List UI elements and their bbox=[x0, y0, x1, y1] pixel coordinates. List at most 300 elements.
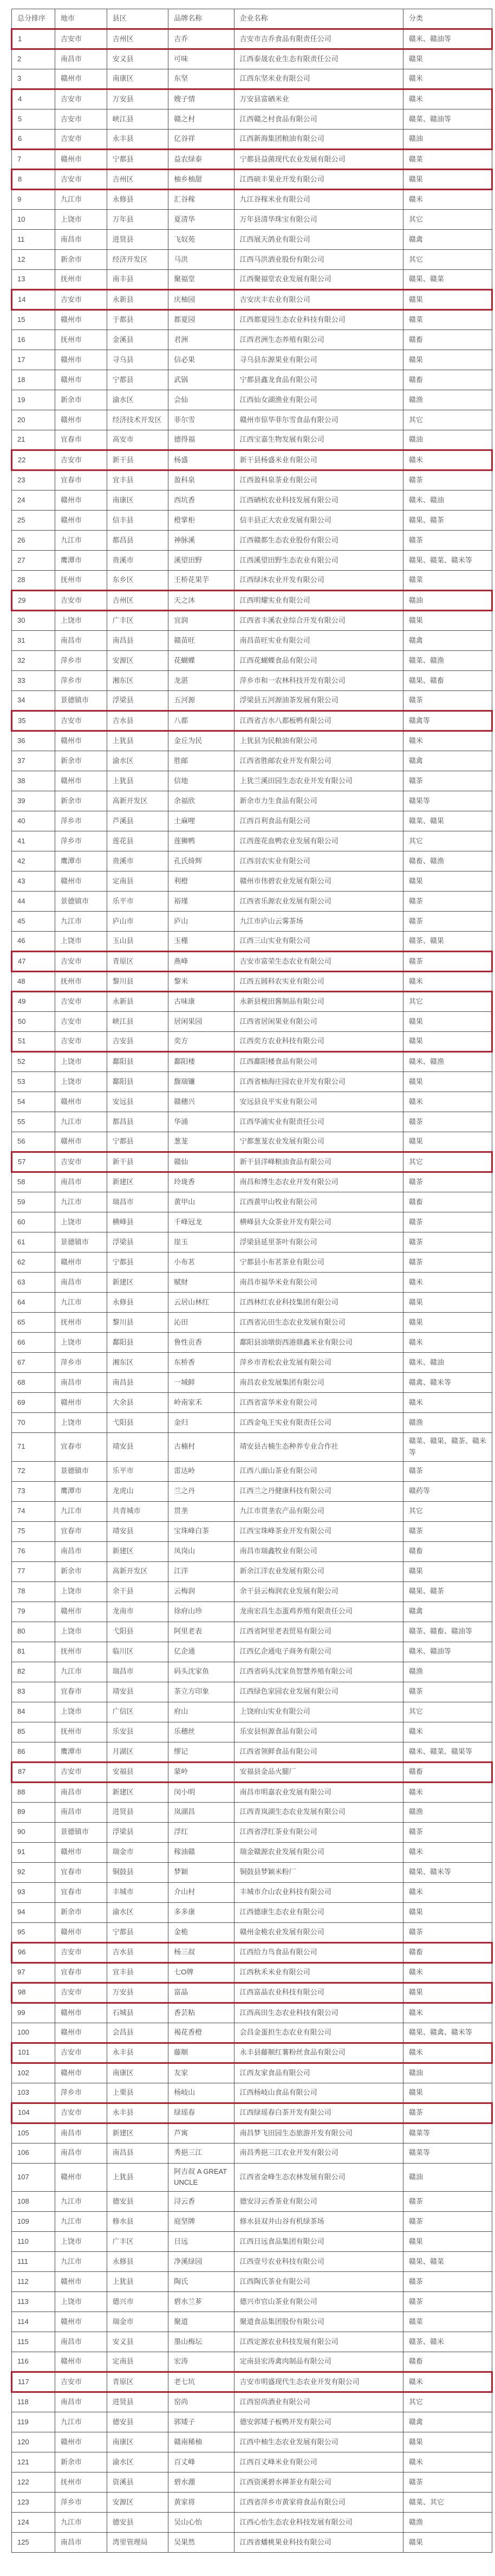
cell-district: 鄱阳县 bbox=[107, 1072, 168, 1092]
cell-district: 乐安县 bbox=[107, 1722, 168, 1742]
cell-category: 赣茶 bbox=[403, 1172, 492, 1192]
cell-category: 赣畜 bbox=[403, 330, 492, 350]
cell-city: 萍乡市 bbox=[55, 2493, 107, 2513]
cell-category: 赣茶 bbox=[403, 2292, 492, 2312]
cell-district: 鄱阳县 bbox=[107, 1052, 168, 1072]
cell-rank: 67 bbox=[12, 1353, 55, 1373]
cell-category: 赣畜 bbox=[403, 1762, 492, 1782]
table-row bbox=[12, 170, 492, 190]
table-row bbox=[12, 1722, 492, 1742]
cell-brand: 利橙 bbox=[168, 871, 235, 892]
cell-company: 江西省乐源农业发展有限公司 bbox=[234, 892, 403, 912]
cell-district: 定南县 bbox=[107, 2352, 168, 2372]
cell-company: 宁都县益菌现代农业发展有限公司 bbox=[234, 150, 403, 170]
cell-category: 赣米 bbox=[403, 1842, 492, 1862]
cell-rank: 47 bbox=[12, 952, 55, 972]
table-row bbox=[12, 230, 492, 250]
cell-company: 南昌市瑞鑫牧业有限公司 bbox=[234, 1541, 403, 1561]
table-row bbox=[12, 771, 492, 791]
table-row bbox=[12, 2352, 492, 2372]
cell-city: 萍乡市 bbox=[55, 651, 107, 671]
cell-category: 赣菜等 bbox=[403, 2123, 492, 2143]
table-row bbox=[12, 1273, 492, 1293]
cell-city: 赣州市 bbox=[55, 1842, 107, 1862]
cell-district: 弋阳县 bbox=[107, 1413, 168, 1433]
cell-brand: 裕瑾 bbox=[168, 892, 235, 912]
cell-brand: 赣仙 bbox=[168, 1152, 235, 1172]
cell-brand: 庆柚园 bbox=[168, 290, 235, 310]
table-row bbox=[12, 2412, 492, 2432]
cell-category: 赣米、赣油 bbox=[403, 490, 492, 511]
cell-category: 赣果、赣菜 bbox=[403, 2252, 492, 2272]
cell-brand: 缪记 bbox=[168, 1742, 235, 1762]
table-row bbox=[12, 2252, 492, 2272]
cell-rank: 33 bbox=[12, 671, 55, 691]
cell-brand: 王桥花果芋 bbox=[168, 571, 235, 591]
table-row bbox=[12, 310, 492, 330]
cell-brand: 碧水兰芗 bbox=[168, 2292, 235, 2312]
cell-city: 抚州市 bbox=[55, 1722, 107, 1742]
cell-city: 宜春市 bbox=[55, 430, 107, 450]
table-row bbox=[12, 210, 492, 230]
cell-brand: 东坚 bbox=[168, 69, 235, 89]
cell-city: 新余市 bbox=[55, 1902, 107, 1922]
cell-category: 赣渔 bbox=[403, 1802, 492, 1822]
cell-category: 赣果 bbox=[403, 1561, 492, 1581]
cell-district: 靖安县 bbox=[107, 1682, 168, 1702]
cell-district: 龙虎山 bbox=[107, 1481, 168, 1501]
cell-city: 吉安市 bbox=[55, 1942, 107, 1962]
table-row bbox=[12, 1882, 492, 1902]
cell-city: 赣州市 bbox=[55, 771, 107, 791]
cell-category: 赣油 bbox=[403, 130, 492, 150]
cell-brand: 奕方 bbox=[168, 1032, 235, 1052]
cell-category: 赣果等 bbox=[403, 791, 492, 811]
cell-city: 吉安市 bbox=[55, 89, 107, 109]
cell-rank: 68 bbox=[12, 1373, 55, 1393]
cell-company: 江西省富华米业有限公司 bbox=[234, 1393, 403, 1413]
cell-rank: 58 bbox=[12, 1172, 55, 1192]
cell-company: 江西省码头沈家鱼智慧养殖有限公司 bbox=[234, 1662, 403, 1682]
cell-brand: 绿瑶春 bbox=[168, 2103, 235, 2123]
cell-company: 浮梁县五河源油茶发展有限公司 bbox=[234, 691, 403, 711]
cell-city: 赣州市 bbox=[55, 69, 107, 89]
cell-company: 南昌农业发展集团有限公司 bbox=[234, 1373, 403, 1393]
cell-city: 上饶市 bbox=[55, 1581, 107, 1602]
cell-brand: 赣南稀柚 bbox=[168, 2432, 235, 2452]
header-brand: 品牌名称 bbox=[168, 9, 235, 29]
cell-brand: 阿里老表 bbox=[168, 1622, 235, 1642]
cell-district: 渝水区 bbox=[107, 751, 168, 771]
cell-category: 赣茶 bbox=[403, 2212, 492, 2232]
cell-company: 江西宝嘉生物发展有限公司 bbox=[234, 430, 403, 450]
cell-brand: 日远 bbox=[168, 2232, 235, 2252]
cell-brand: 菲尔雪 bbox=[168, 410, 235, 430]
cell-rank: 34 bbox=[12, 691, 55, 711]
table-row bbox=[12, 1313, 492, 1333]
table-row bbox=[12, 1293, 492, 1313]
cell-brand: 庐山 bbox=[168, 912, 235, 932]
cell-city: 景德镇市 bbox=[55, 1232, 107, 1253]
table-row bbox=[12, 1253, 492, 1273]
cell-rank: 57 bbox=[12, 1152, 55, 1172]
cell-category: 其它 bbox=[403, 410, 492, 430]
cell-rank: 1 bbox=[12, 29, 55, 49]
cell-company: 余干县云梅润农业发展有限公司 bbox=[234, 1581, 403, 1602]
cell-category: 赣果 bbox=[403, 1012, 492, 1032]
cell-brand: 玲珑香 bbox=[168, 1172, 235, 1192]
cell-company: 新余市力生食品有限公司 bbox=[234, 791, 403, 811]
cell-category: 赣畜、赣渔 bbox=[403, 851, 492, 871]
cell-city: 新余市 bbox=[55, 250, 107, 270]
cell-rank: 71 bbox=[12, 1433, 55, 1462]
cell-city: 上饶市 bbox=[55, 1622, 107, 1642]
cell-rank: 30 bbox=[12, 611, 55, 631]
table-row bbox=[12, 1112, 492, 1132]
cell-district: 进贤县 bbox=[107, 2392, 168, 2412]
cell-brand: 亿谷祥 bbox=[168, 130, 235, 150]
cell-company: 上饶府山实业有限公司 bbox=[234, 1702, 403, 1722]
cell-city: 南昌市 bbox=[55, 1373, 107, 1393]
cell-rank: 51 bbox=[12, 1032, 55, 1052]
cell-category: 赣米 bbox=[403, 450, 492, 470]
cell-city: 吉安市 bbox=[55, 1032, 107, 1052]
cell-rank: 115 bbox=[12, 2332, 55, 2352]
cell-category: 赣米 bbox=[403, 1333, 492, 1353]
cell-rank: 77 bbox=[12, 1561, 55, 1581]
cell-company: 江西省居闲果业有限公司 bbox=[234, 1012, 403, 1032]
cell-district: 新建区 bbox=[107, 1172, 168, 1192]
cell-category: 赣米 bbox=[403, 1092, 492, 1112]
table-row bbox=[12, 1232, 492, 1253]
cell-brand: 燕峰 bbox=[168, 952, 235, 972]
cell-brand: 金丘为民 bbox=[168, 731, 235, 751]
cell-company: 江西展天鸽业有限公司 bbox=[234, 230, 403, 250]
cell-category: 赣茶 bbox=[403, 892, 492, 912]
cell-category: 赣渔 bbox=[403, 1662, 492, 1682]
cell-city: 南昌市 bbox=[55, 230, 107, 250]
table-row bbox=[12, 831, 492, 851]
cell-category: 赣菜 bbox=[403, 2312, 492, 2332]
cell-company: 江西鄱阳楼食品有限公司 bbox=[234, 1052, 403, 1072]
cell-rank: 59 bbox=[12, 1192, 55, 1212]
cell-company: 丰城市介山农业科技有限公司 bbox=[234, 1882, 403, 1902]
cell-brand: 天之沐 bbox=[168, 591, 235, 611]
cell-rank: 123 bbox=[12, 2493, 55, 2513]
table-row bbox=[12, 972, 492, 992]
cell-company: 万安县富硒米业 bbox=[234, 89, 403, 109]
cell-category: 赣菜、赣果、赣茶、赣米等 bbox=[403, 1433, 492, 1462]
cell-category: 赣菜、其它 bbox=[403, 2493, 492, 2513]
cell-district: 安远县 bbox=[107, 1092, 168, 1112]
cell-rank: 99 bbox=[12, 2003, 55, 2023]
cell-brand: 阿吉叔 A GREAT UNCLE bbox=[168, 2163, 235, 2192]
cell-category: 赣茶 bbox=[403, 531, 492, 551]
cell-district: 湾里管理局 bbox=[107, 2533, 168, 2553]
cell-city: 鹰潭市 bbox=[55, 551, 107, 571]
table-row bbox=[12, 932, 492, 952]
cell-brand: 益农绿泰 bbox=[168, 150, 235, 170]
cell-company: 江西德康生态农业有限公司 bbox=[234, 1902, 403, 1922]
cell-category: 赣茶 bbox=[403, 1112, 492, 1132]
cell-district: 鄱阳县 bbox=[107, 1333, 168, 1353]
cell-brand: 云居山林红 bbox=[168, 1293, 235, 1313]
cell-district: 宜丰县 bbox=[107, 470, 168, 490]
cell-district: 南康区 bbox=[107, 2432, 168, 2452]
cell-city: 新余市 bbox=[55, 2452, 107, 2472]
cell-brand: 梦颖 bbox=[168, 1862, 235, 1882]
table-row bbox=[12, 1742, 492, 1762]
cell-district: 高新开发区 bbox=[107, 791, 168, 811]
cell-district: 石城县 bbox=[107, 2003, 168, 2023]
cell-city: 赣州市 bbox=[55, 2432, 107, 2452]
cell-brand: 会仙 bbox=[168, 390, 235, 410]
cell-company: 江西赣都生态农业股份有限公司 bbox=[234, 531, 403, 551]
cell-rank: 73 bbox=[12, 1481, 55, 1501]
cell-category: 赣果 bbox=[403, 350, 492, 370]
cell-city: 上饶市 bbox=[55, 1333, 107, 1353]
cell-district: 浮梁县 bbox=[107, 1232, 168, 1253]
cell-rank: 86 bbox=[12, 1742, 55, 1762]
cell-city: 上饶市 bbox=[55, 1702, 107, 1722]
cell-category: 赣米 bbox=[403, 1882, 492, 1902]
cell-district: 黎川县 bbox=[107, 1313, 168, 1333]
brand-ranking-table-container bbox=[11, 9, 493, 2553]
cell-brand: 德得福 bbox=[168, 430, 235, 450]
cell-category: 其它 bbox=[403, 992, 492, 1012]
cell-district: 永修县 bbox=[107, 1293, 168, 1313]
cell-district: 瑞金市 bbox=[107, 1842, 168, 1862]
table-row bbox=[12, 130, 492, 150]
cell-district: 南昌县 bbox=[107, 1373, 168, 1393]
cell-city: 南昌市 bbox=[55, 2123, 107, 2143]
cell-district: 吉安县 bbox=[107, 1032, 168, 1052]
table-row bbox=[12, 49, 492, 69]
cell-brand: 赣之村 bbox=[168, 109, 235, 130]
cell-rank: 90 bbox=[12, 1822, 55, 1842]
cell-district: 安义县 bbox=[107, 49, 168, 69]
table-row bbox=[12, 390, 492, 410]
cell-company: 江西羽农实业有限公司 bbox=[234, 851, 403, 871]
cell-category: 赣果 bbox=[403, 1313, 492, 1333]
table-row bbox=[12, 571, 492, 591]
cell-brand: 友家 bbox=[168, 2063, 235, 2083]
cell-category: 赣禽、赣米等 bbox=[403, 1373, 492, 1393]
cell-brand: 土麻哩 bbox=[168, 811, 235, 831]
cell-rank: 121 bbox=[12, 2452, 55, 2472]
table-row bbox=[12, 591, 492, 611]
cell-company: 永新县枧田酱制品有限公司 bbox=[234, 992, 403, 1012]
table-row bbox=[12, 430, 492, 450]
cell-category: 赣米、赣油等 bbox=[403, 29, 492, 49]
cell-category: 赣米、赣菜、赣果等 bbox=[403, 1742, 492, 1762]
cell-rank: 75 bbox=[12, 1521, 55, 1541]
cell-category: 赣茶、赣米 bbox=[403, 2332, 492, 2352]
cell-district: 青原区 bbox=[107, 2372, 168, 2392]
cell-city: 抚州市 bbox=[55, 1642, 107, 1662]
table-row bbox=[12, 69, 492, 89]
cell-company: 江西东坚米业有限公司 bbox=[234, 69, 403, 89]
header-company: 企业名称 bbox=[234, 9, 403, 29]
cell-district: 渝水区 bbox=[107, 2452, 168, 2472]
cell-category: 赣果、赣米等 bbox=[403, 1862, 492, 1882]
cell-rank: 92 bbox=[12, 1862, 55, 1882]
table-row bbox=[12, 2212, 492, 2232]
cell-city: 吉安市 bbox=[55, 1012, 107, 1032]
table-row bbox=[12, 2493, 492, 2513]
cell-city: 抚州市 bbox=[55, 330, 107, 350]
cell-city: 南昌市 bbox=[55, 1802, 107, 1822]
cell-category: 赣菜、赣果 bbox=[403, 811, 492, 831]
cell-company: 南昌梦飞田园生态旅游开发有限公司 bbox=[234, 2123, 403, 2143]
cell-category: 赣米 bbox=[403, 1962, 492, 1983]
table-row bbox=[12, 2452, 492, 2472]
cell-company: 江西高田生态农业科技有限公司 bbox=[234, 2003, 403, 2023]
cell-rank: 54 bbox=[12, 1092, 55, 1112]
cell-city: 吉安市 bbox=[55, 992, 107, 1012]
table-row bbox=[12, 691, 492, 711]
cell-brand: 武锅 bbox=[168, 370, 235, 390]
cell-brand: 百丈峰 bbox=[168, 2452, 235, 2472]
cell-company: 江西定源农业科技发展有限公司 bbox=[234, 2332, 403, 2352]
cell-district: 乐平市 bbox=[107, 1461, 168, 1481]
cell-district: 渝水区 bbox=[107, 390, 168, 410]
cell-company: 萍乡市和一农林科技开发有限公司 bbox=[234, 671, 403, 691]
cell-brand: 神脉溪 bbox=[168, 531, 235, 551]
table-row bbox=[12, 1541, 492, 1561]
cell-rank: 43 bbox=[12, 871, 55, 892]
table-row bbox=[12, 370, 492, 390]
cell-category: 赣油 bbox=[403, 430, 492, 450]
table-row bbox=[12, 1602, 492, 1622]
cell-city: 景德镇市 bbox=[55, 691, 107, 711]
cell-category: 赣米 bbox=[403, 1722, 492, 1742]
cell-category: 赣米、赣油 bbox=[403, 1353, 492, 1373]
cell-district: 渝水区 bbox=[107, 1902, 168, 1922]
cell-category: 赣果 bbox=[403, 49, 492, 69]
cell-rank: 15 bbox=[12, 310, 55, 330]
cell-rank: 112 bbox=[12, 2272, 55, 2292]
cell-company: 江西青岚湖生态农业发展有限公司 bbox=[234, 1802, 403, 1822]
cell-district: 德安县 bbox=[107, 2412, 168, 2432]
cell-rank: 108 bbox=[12, 2192, 55, 2212]
cell-brand: 余福欣 bbox=[168, 791, 235, 811]
cell-company: 江西省蟠桃果业科技有限公司 bbox=[234, 2533, 403, 2553]
cell-rank: 109 bbox=[12, 2212, 55, 2232]
cell-category: 赣茶 bbox=[403, 2472, 492, 2493]
cell-city: 赣州市 bbox=[55, 2312, 107, 2332]
table-row bbox=[12, 290, 492, 310]
cell-category: 赣畜 bbox=[403, 1942, 492, 1962]
cell-company: 江西泰晟农业生态有限责任公司 bbox=[234, 49, 403, 69]
cell-rank: 124 bbox=[12, 2513, 55, 2533]
cell-district: 宁都县 bbox=[107, 150, 168, 170]
cell-district: 信丰县 bbox=[107, 511, 168, 531]
cell-category: 赣果 bbox=[403, 1983, 492, 2003]
cell-category: 赣果 bbox=[403, 2432, 492, 2452]
cell-district: 宁都县 bbox=[107, 1253, 168, 1273]
cell-city: 九江市 bbox=[55, 1662, 107, 1682]
cell-district: 湘东区 bbox=[107, 1353, 168, 1373]
cell-city: 萍乡市 bbox=[55, 2083, 107, 2103]
cell-company: 上犹兰溪田园生态农业开发有限公司 bbox=[234, 771, 403, 791]
table-row bbox=[12, 490, 492, 511]
cell-rank: 106 bbox=[12, 2143, 55, 2163]
table-row bbox=[12, 2372, 492, 2392]
cell-city: 吉安市 bbox=[55, 290, 107, 310]
table-row bbox=[12, 1782, 492, 1802]
cell-company: 江西兰之丹健康科技有限公司 bbox=[234, 1481, 403, 1501]
table-row bbox=[12, 1682, 492, 1702]
cell-brand: 码头沈家鱼 bbox=[168, 1662, 235, 1682]
cell-rank: 9 bbox=[12, 190, 55, 210]
table-row bbox=[12, 1762, 492, 1782]
cell-rank: 114 bbox=[12, 2312, 55, 2332]
cell-category: 其它 bbox=[403, 1152, 492, 1172]
cell-rank: 89 bbox=[12, 1802, 55, 1822]
cell-district: 万安县 bbox=[107, 89, 168, 109]
cell-rank: 35 bbox=[12, 711, 55, 731]
cell-brand: 沁田 bbox=[168, 1313, 235, 1333]
cell-category: 赣果 bbox=[403, 1132, 492, 1152]
cell-brand: 宏涛 bbox=[168, 2352, 235, 2372]
cell-brand: 鄱阳楼 bbox=[168, 1052, 235, 1072]
cell-city: 吉安市 bbox=[55, 2372, 107, 2392]
cell-rank: 11 bbox=[12, 230, 55, 250]
cell-rank: 76 bbox=[12, 1541, 55, 1561]
table-row bbox=[12, 1433, 492, 1462]
brand-table bbox=[11, 9, 493, 2553]
table-row bbox=[12, 2513, 492, 2533]
cell-district: 广丰区 bbox=[107, 2232, 168, 2252]
cell-brand: 岚湖昌 bbox=[168, 1802, 235, 1822]
cell-rank: 55 bbox=[12, 1112, 55, 1132]
cell-category: 赣果、赣畜 bbox=[403, 671, 492, 691]
cell-company: 江西百丈峰米业有限公司 bbox=[234, 2452, 403, 2472]
cell-company: 江西窑尚酒业有限公司 bbox=[234, 2392, 403, 2412]
cell-district: 上犹县 bbox=[107, 771, 168, 791]
cell-company: 江西八面山茶业有限公司 bbox=[234, 1461, 403, 1481]
cell-district: 吉水县 bbox=[107, 711, 168, 731]
cell-category: 赣茶 bbox=[403, 771, 492, 791]
cell-category: 赣米 bbox=[403, 972, 492, 992]
cell-rank: 19 bbox=[12, 390, 55, 410]
table-row bbox=[12, 2312, 492, 2332]
cell-brand: 碧水淜 bbox=[168, 2472, 235, 2493]
cell-district: 宜丰县 bbox=[107, 1962, 168, 1983]
cell-company: 江西绿沐农业开发有限公司 bbox=[234, 571, 403, 591]
cell-rank: 45 bbox=[12, 912, 55, 932]
cell-brand: 茶立方印象 bbox=[168, 1682, 235, 1702]
cell-category: 赣菜 bbox=[403, 310, 492, 330]
cell-rank: 83 bbox=[12, 1682, 55, 1702]
cell-district: 上栗县 bbox=[107, 2083, 168, 2103]
cell-company: 江西马洪酒业股份有限公司 bbox=[234, 250, 403, 270]
cell-company: 南昌市明嘉农业发展有限公司 bbox=[234, 1782, 403, 1802]
cell-company: 江西新海集团粮油有限公司 bbox=[234, 130, 403, 150]
cell-district: 都昌县 bbox=[107, 1112, 168, 1132]
cell-category: 赣果 bbox=[403, 611, 492, 631]
cell-rank: 53 bbox=[12, 1072, 55, 1092]
cell-district: 大余县 bbox=[107, 1393, 168, 1413]
cell-category: 赣渔 bbox=[403, 2513, 492, 2533]
table-row bbox=[12, 511, 492, 531]
cell-rank: 60 bbox=[12, 1212, 55, 1232]
cell-rank: 120 bbox=[12, 2432, 55, 2452]
cell-category: 其它 bbox=[403, 1702, 492, 1722]
cell-company: 江西君洲生态养殖有限公司 bbox=[234, 330, 403, 350]
cell-rank: 52 bbox=[12, 1052, 55, 1072]
